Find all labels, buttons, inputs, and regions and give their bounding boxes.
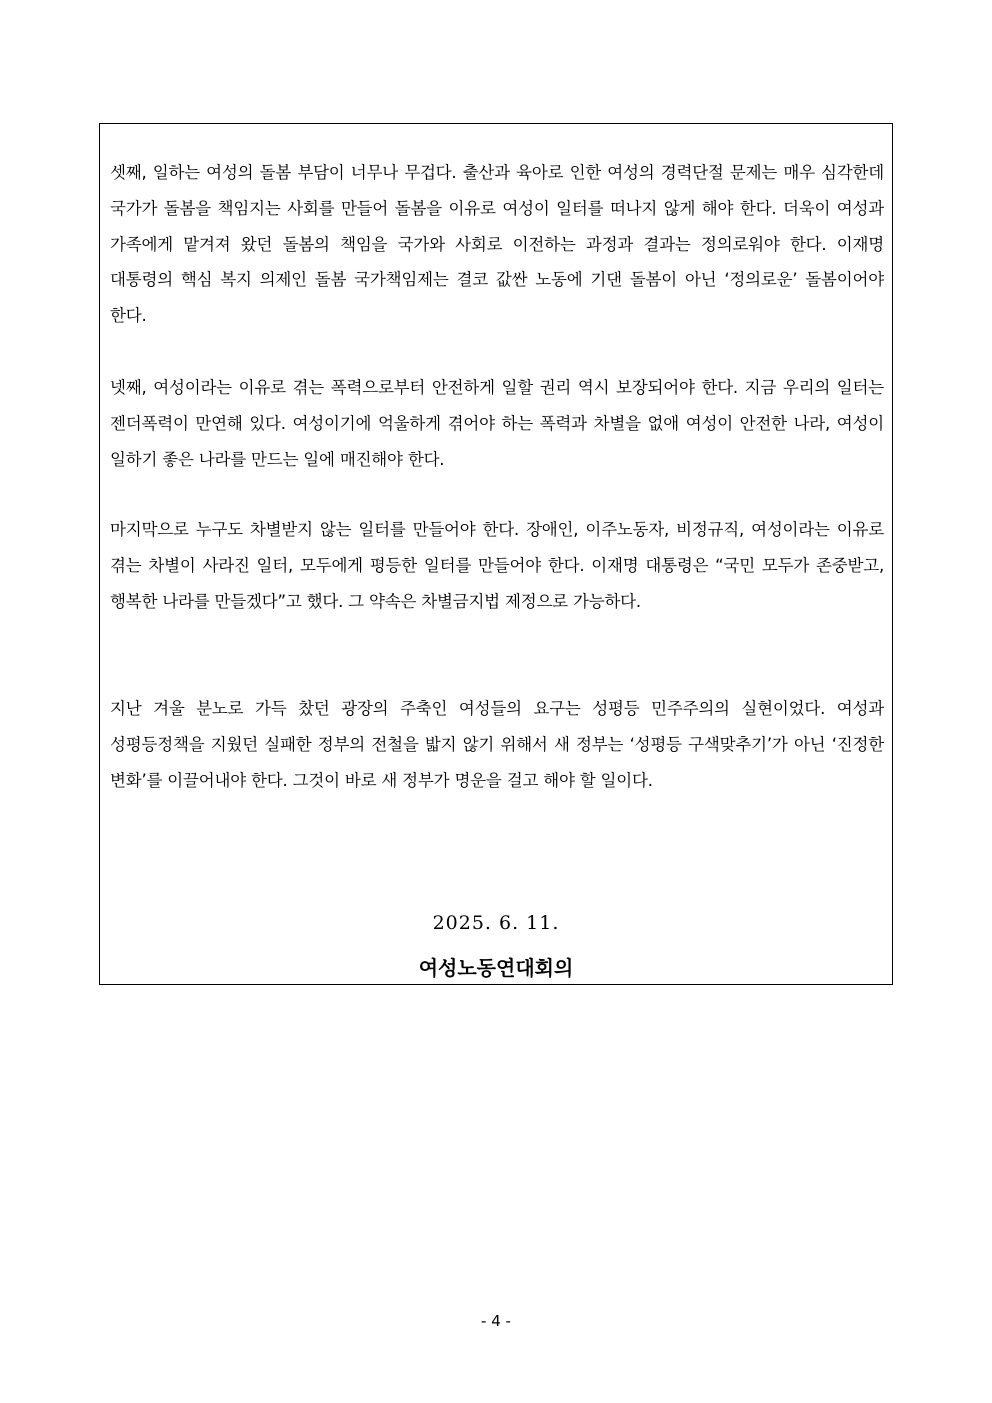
paragraph-last-point: 마지막으로 누구도 차별받지 않는 일터를 만들어야 한다. 장애인, 이주노동자, 비정규직, 여성이라는 이유로 겪는 차별이 사라진 일터, 모두에게 평등한 일터를 만들어야 한다. 이재명 대통령은 “국민 모두가 존중받고, 행복한 나라를 만들겠다”고 했다. 그 약속은 차별금지법 제정으로 가능하다. xyxy=(110,520,884,611)
statement-date: 2025. 6. 11. xyxy=(432,912,560,934)
organization-name: 여성노동연대회의 xyxy=(418,956,574,980)
paragraph-fourth-point: 넷째, 여성이라는 이유로 겪는 폭력으로부터 안전하게 일할 권리 역시 보장되어야 한다. 지금 우리의 일터는 젠더폭력이 만연해 있다. 여성이기에 억울하게 겪어야 하는 폭력과 차별을 없애 여성이 안전한 나라, 여성이 일하기 좋은 나라를 만드는 일에 매진해야 한다. xyxy=(110,378,884,469)
page-number: - 4 - xyxy=(481,1312,511,1330)
paragraph-third-point: 셋째, 일하는 여성의 돌봄 부담이 너무나 무겁다. 출산과 육아로 인한 여성의 경력단절 문제는 매우 심각한데 국가가 돌봄을 책임지는 사회를 만들어 돌봄을 이유로 여성이 일터를 떠나지 않게 해야 한다. 더욱이 여성과 가족에게 맡겨져 왔던 돌봄의 책임을 국가와 사회로 이전하는 과정과 결과는 정의로워야 한다. 이재명 대통령의 핵심 복지 의제인 돌봄 국가책임제는 결코 값싼 노동에 기댄 돌봄이 아닌 ‘정의로운’ 돌봄이어야 한다. xyxy=(110,163,884,326)
statement-box xyxy=(99,123,893,985)
paragraph-conclusion: 지난 겨울 분노로 가득 찼던 광장의 주축인 여성들의 요구는 성평등 민주주의의 실현이었다. 여성과 성평등정책을 지웠던 실패한 정부의 전철을 밟지 않기 위해서 새 정부는 ‘성평등 구색맞추기’가 아닌 ‘진정한 변화’를 이끌어내야 한다. 그것이 바로 새 정부가 명운을 걸고 해야 할 일이다. xyxy=(110,699,884,790)
